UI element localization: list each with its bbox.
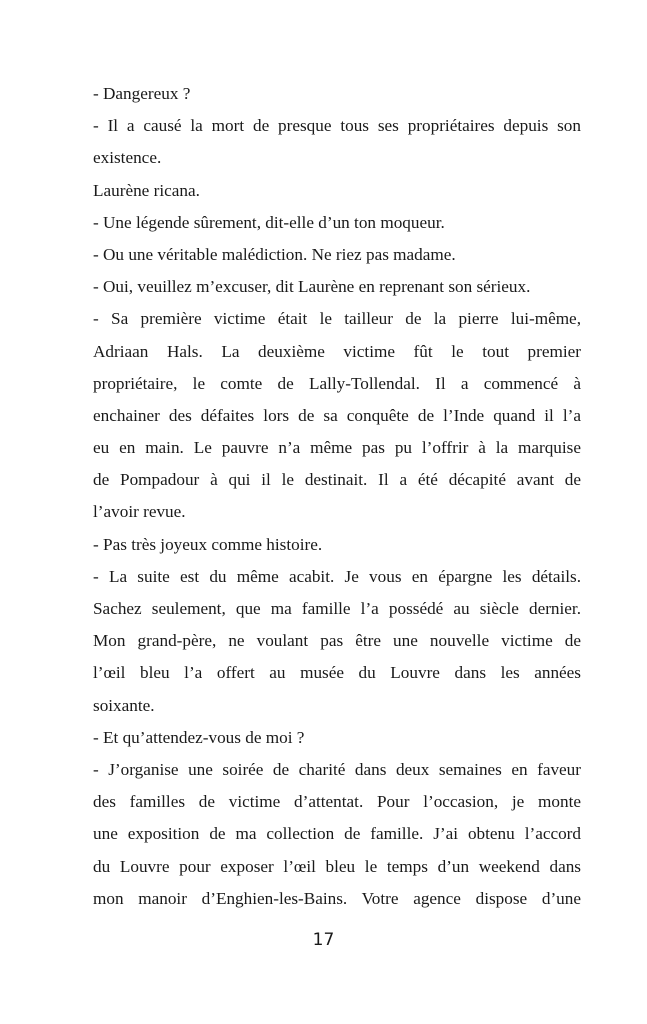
text-line: - J’organise une soirée de charité dans deux semaines en faveur xyxy=(93,759,581,779)
text-line: de Pompadour à qui il le destinait. Il a été décapité avant de xyxy=(93,470,581,490)
page-number: 17 xyxy=(312,930,335,950)
text-line: une exposition de ma collection de famille. J’ai obtenu l’accord xyxy=(93,824,581,844)
text-line: mon manoir d’Enghien-les-Bains. Votre agence dispose d’une xyxy=(93,888,581,908)
text-line: l’œil bleu l’a offert au musée du Louvre dans les années xyxy=(93,663,581,683)
text-line: Sachez seulement, que ma famille l’a possédé au siècle dernier. xyxy=(93,599,581,618)
text-line: Adriaan Hals. La deuxième victime fût le tout premier xyxy=(93,341,581,361)
text-line: l’avoir revue. xyxy=(93,502,186,522)
text-line: - Ou une véritable malédiction. Ne riez pas madame. xyxy=(93,244,456,264)
text-line: enchainer des défaites lors de sa conquête de l’Inde quand il l’a xyxy=(93,405,581,425)
body-text xyxy=(93,78,581,915)
text-line: des familles de victime d’attentat. Pour l’occasion, je monte xyxy=(93,792,581,812)
text-line: du Louvre pour exposer l’œil bleu le temps d’un weekend dans xyxy=(93,856,581,876)
text-line: - Et qu’attendez-vous de moi ? xyxy=(93,727,305,747)
text-line: soixante. xyxy=(93,695,155,715)
text-line: Laurène ricana. xyxy=(93,180,200,200)
text-line: - Pas très joyeux comme histoire. xyxy=(93,534,323,554)
text-line: - Oui, veuillez m’excuser, dit Laurène en reprenant son sérieux. xyxy=(93,277,531,297)
text-line: - Sa première victime était le tailleur de la pierre lui-même, xyxy=(93,309,581,329)
text-line: propriétaire, le comte de Lally-Tollendal. Il a commencé à xyxy=(93,373,581,393)
text-line: existence. xyxy=(93,148,162,168)
text-line: - Dangereux ? xyxy=(93,84,191,103)
text-line: - Une légende sûrement, dit-elle d’un ton moqueur. xyxy=(93,212,445,232)
text-line: - Il a causé la mort de presque tous ses propriétaires depuis son xyxy=(93,116,581,136)
text-line: - La suite est du même acabit. Je vous en épargne les détails. xyxy=(93,566,581,586)
text-line: Mon grand-père, ne voulant pas être une nouvelle victime de xyxy=(93,631,581,651)
text-line: eu en main. Le pauvre n’a même pas pu l’offrir à la marquise xyxy=(93,438,581,458)
